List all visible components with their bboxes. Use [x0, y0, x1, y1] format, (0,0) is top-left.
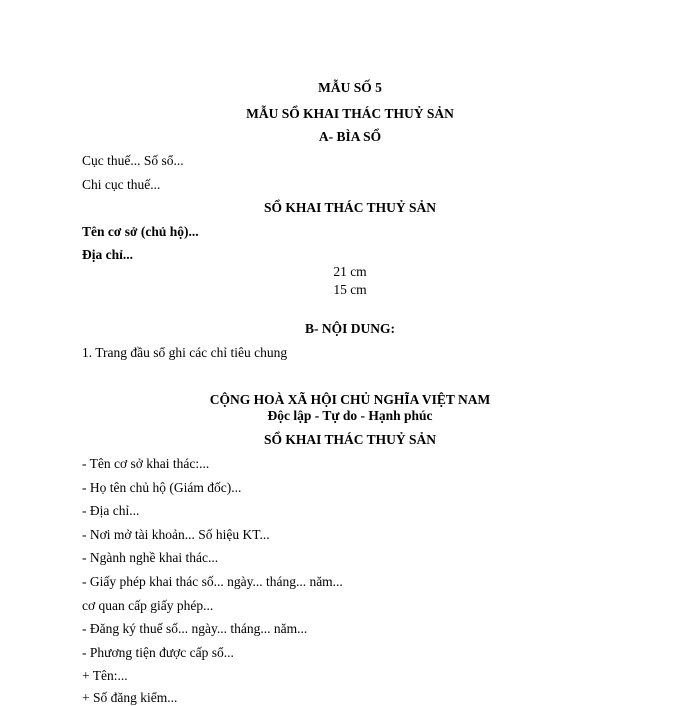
tax-department-line: Cục thuế... Số sổ... [82, 153, 184, 168]
section-a-heading: A- BÌA SỔ [318, 129, 382, 144]
facility-name-line: Tên cơ sở (chủ hộ)... [82, 224, 199, 239]
field-line: + Số đăng kiểm... [82, 690, 178, 705]
motto-line: Độc lập - Tự do - Hạnh phúc [267, 408, 433, 423]
field-line: + Tên:... [82, 668, 128, 683]
tax-branch-line: Chi cục thuế... [82, 177, 161, 192]
dimension-width: 15 cm [333, 282, 367, 297]
section-b-heading: B- NỘI DUNG: [305, 321, 395, 336]
field-line: - Nơi mở tài khoản... Số hiệu KT... [82, 527, 270, 542]
cover-book-title: SỔ KHAI THÁC THUỶ SẢN [263, 200, 437, 215]
dimension-height: 21 cm [333, 264, 367, 279]
field-line: - Giấy phép khai thác số... ngày... tháng... năm... [82, 574, 343, 589]
form-title: MẪU SỔ KHAI THÁC THUỶ SẢN [246, 106, 454, 121]
field-line: - Ngành nghề khai thác... [82, 550, 219, 565]
item-1-line: 1. Trang đầu sổ ghi các chỉ tiêu chung [82, 345, 288, 360]
content-book-title: SỔ KHAI THÁC THUỶ SẢN [263, 432, 437, 447]
field-line: - Phương tiện được cấp sổ... [82, 645, 234, 660]
field-line: - Họ tên chủ hộ (Giám đốc)... [82, 480, 242, 495]
field-line: - Địa chỉ... [82, 503, 140, 518]
field-line: - Tên cơ sở khai thác:... [82, 456, 210, 471]
form-number: MẪU SỐ 5 [318, 80, 382, 95]
address-line: Địa chỉ... [82, 247, 134, 262]
field-line: cơ quan cấp giấy phép... [82, 598, 214, 613]
republic-heading: CỘNG HOÀ XÃ HỘI CHỦ NGHĨA VIỆT NAM [209, 392, 491, 407]
field-line: - Đăng ký thuế số... ngày... tháng... năm... [82, 621, 308, 636]
